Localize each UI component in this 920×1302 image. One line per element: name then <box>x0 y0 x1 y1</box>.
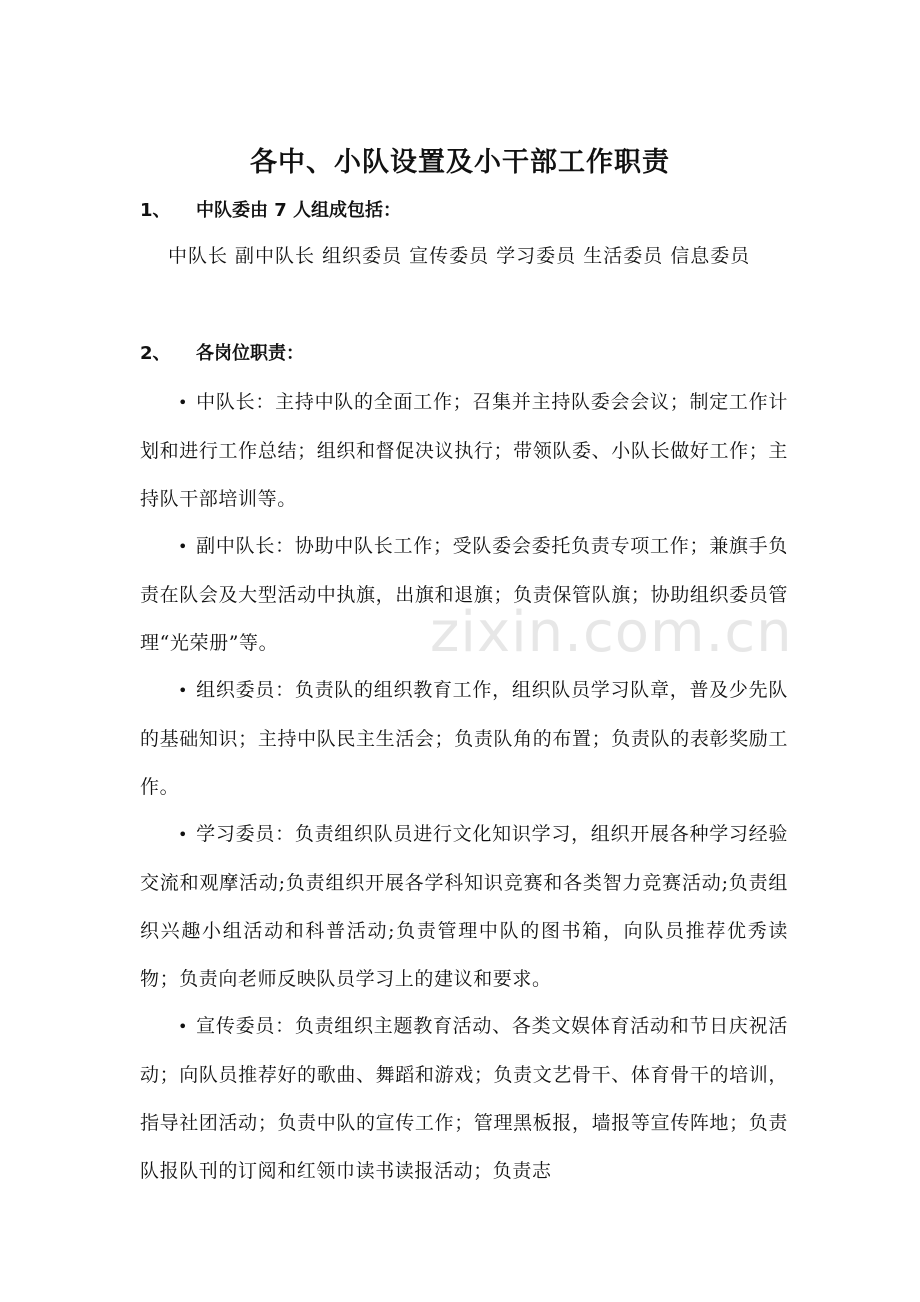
section-1-heading-text: 中队委由 7 人组成包括： <box>196 200 402 221</box>
bullet-icon: • <box>178 681 189 700</box>
watermark: zixin.com.cn <box>430 600 793 665</box>
duty-paragraph-organization <box>140 666 788 811</box>
duty-text: 副中队长：协助中队长工作；受队委会委托负责专项工作；兼旗手负责在队会及大型活动中执旗，出旗和退旗；负责保管队旗；协助组织委员管理“光荣册”等。 <box>140 535 788 654</box>
duty-paragraph-publicity <box>140 1002 788 1195</box>
bullet-icon: • <box>178 1017 189 1036</box>
page-title: 各中、小队设置及小干部工作职责 <box>250 147 670 178</box>
duty-paragraph-captain <box>140 378 788 523</box>
bullet-icon: • <box>178 393 189 412</box>
committee-member-list: 中队长 副中队长 组织委员 宣传委员 学习委员 生活委员 信息委员 <box>168 245 751 267</box>
bullet-icon: • <box>178 825 189 844</box>
section-2-heading-text: 各岗位职责： <box>196 343 304 364</box>
duty-text: 宣传委员：负责组织主题教育活动、各类文娱体育活动和节日庆祝活动；向队员推荐好的歌曲、舞蹈和游戏；负责文艺骨干、体育骨干的培训，指导社团活动；负责中队的宣传工作；管理黑板报，墙报等宣传阵地；负责队报队刊的订阅和红领巾读书读报活动；负责志 <box>140 1015 788 1182</box>
duty-paragraph-vice-captain <box>140 522 788 667</box>
duty-paragraph-study <box>140 810 788 1003</box>
section-2-heading <box>140 339 304 369</box>
duty-text: 组织委员：负责队的组织教育工作，组织队员学习队章，普及少先队的基础知识；主持中队民主生活会；负责队角的布置；负责队的表彰奖励工作。 <box>140 679 788 798</box>
bullet-icon: • <box>178 537 189 556</box>
duty-text: 中队长：主持中队的全面工作；召集并主持队委会会议；制定工作计划和进行工作总结；组织和督促决议执行；带领队委、小队长做好工作；主持队干部培训等。 <box>140 391 788 510</box>
section-2-number: 2、 <box>140 343 171 364</box>
section-1-heading <box>140 196 401 226</box>
duty-text: 学习委员：负责组织队员进行文化知识学习，组织开展各种学习经验交流和观摩活动;负责组织开展各学科知识竞赛和各类智力竞赛活动;负责组织兴趣小组活动和科普活动;负责管理中队的图书箱，向队员推荐优秀读物；负责向老师反映队员学习上的建议和要求。 <box>140 823 788 990</box>
section-1-number: 1、 <box>140 200 171 221</box>
